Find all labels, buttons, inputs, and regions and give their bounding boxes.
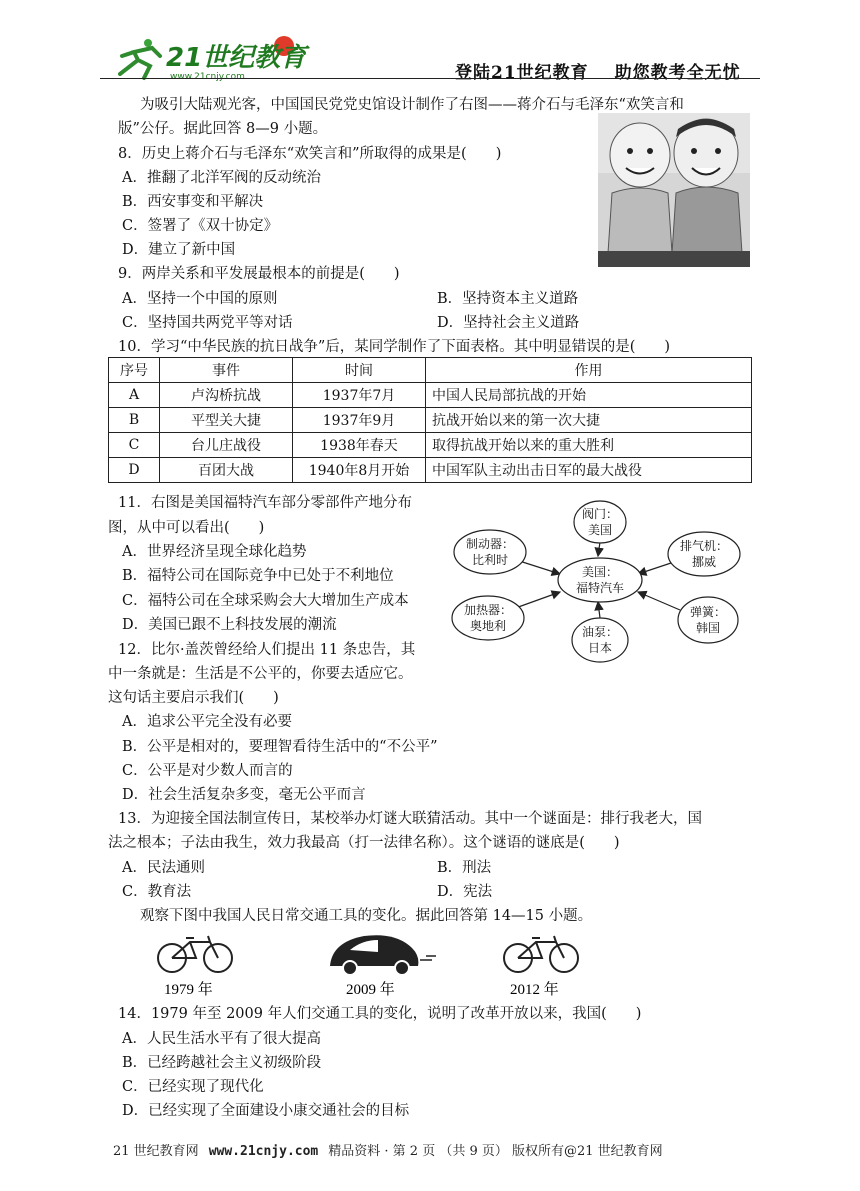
node-label: 阀门： <box>581 507 619 521</box>
ford-parts-diagram <box>448 496 760 666</box>
q12-option-c: C．公平是对少数人而言的 <box>122 763 293 779</box>
node-label: 奥地利 <box>469 619 507 633</box>
q12-stem-line3: 这句话主要启示我们( ) <box>108 690 279 706</box>
table-row <box>109 408 752 433</box>
runner-icon <box>120 39 160 78</box>
table-header-cell: 序号 <box>109 358 160 383</box>
node-label: 挪威 <box>691 555 717 569</box>
table-cell: 中国军队主动出击日军的最大战役 <box>426 458 752 483</box>
q9-option-c: C．坚持国共两党平等对话 <box>122 315 293 331</box>
node-label: 弹簧： <box>689 605 727 619</box>
table-cell: D <box>109 458 160 483</box>
q13-stem-line2: 法之根本；子法由我生，效力我最高（打一法律名称）。这个谜语的谜底是( ) <box>108 835 620 851</box>
table-header-cell: 事件 <box>160 358 293 383</box>
table-row <box>109 458 752 483</box>
bicycle-icon <box>158 936 232 972</box>
q14-option-b: B．已经跨越社会主义初级阶段 <box>122 1055 322 1071</box>
header-slogan <box>455 58 741 83</box>
q14-option-a: A．人民生活水平有了很大提高 <box>122 1031 321 1047</box>
table-row <box>109 383 752 408</box>
node-label: 美国 <box>587 523 613 537</box>
page-footer <box>113 1140 663 1159</box>
transport-vehicles <box>150 926 590 1000</box>
slogan-left: 登陆21世纪教育 <box>455 63 589 83</box>
node-label: 加热器： <box>463 603 513 617</box>
year-label: 2009 年 <box>346 982 395 998</box>
q13-stem-line1: 13．为迎接全国法制宣传日，某校举办灯谜大联猜活动。其中一个谜面是：排行我老大，国 <box>118 811 702 827</box>
node-label: 福特汽车 <box>575 581 625 595</box>
node-label: 油泵： <box>581 625 619 639</box>
bicycle-icon <box>504 936 578 972</box>
q12-stem-line1: 12．比尔·盖茨曾经给人们提出 11 条忠告，其 <box>118 642 416 658</box>
diagram-node-spring <box>678 597 738 643</box>
diagram-arrow <box>638 592 680 610</box>
diagram-arrow <box>598 542 600 556</box>
node-label: 排气机： <box>679 539 729 553</box>
intro-8-9-line1: 为吸引大陆观光客，中国国民党党史馆设计制作了右图——蒋介石与毛泽东“欢笑言和 <box>140 97 684 113</box>
q12-option-b: B．公平是相对的，要理智看待生活中的“不公平” <box>122 739 438 755</box>
node-label: 制动器： <box>465 537 515 551</box>
table-cell: 取得抗战开始以来的重大胜利 <box>426 433 752 458</box>
q12-option-a: A．追求公平完全没有必要 <box>122 714 292 730</box>
table-cell: 中国人民局部抗战的开始 <box>426 383 752 408</box>
slogan-right: 助您教考全无忧 <box>614 63 741 83</box>
intro-8-9-line2: 版”公仔。据此回答 8—9 小题。 <box>118 121 328 137</box>
q13-option-a: A．民法通则 <box>122 860 205 876</box>
year-label: 2012 年 <box>510 982 559 998</box>
table-header-cell: 时间 <box>293 358 426 383</box>
footer-right: 精品资料 · 第 2 页 （共 9 页） 版权所有@21 世纪教育网 <box>328 1144 663 1159</box>
site-logo <box>108 34 318 82</box>
year-label: 1979 年 <box>164 982 213 998</box>
q14-stem: 14．1979 年至 2009 年人们交通工具的变化，说明了改革开放以来，我国( ) <box>118 1006 642 1022</box>
q8-option-c: C．签署了《双十协定》 <box>122 218 279 234</box>
q8-option-d: D．建立了新中国 <box>122 242 236 258</box>
logo-url: www.21cnjy.com <box>170 72 245 82</box>
table-cell: 1938年春天 <box>293 433 426 458</box>
q9-option-b: B．坚持资本主义道路 <box>437 291 579 307</box>
q8-option-b: B．西安事变和平解决 <box>122 194 264 210</box>
q11-option-a: A．世界经济呈现全球化趋势 <box>122 544 307 560</box>
diagram-arrow <box>598 602 600 618</box>
q8-option-a: A．推翻了北洋军阀的反动统治 <box>122 170 321 186</box>
q11-option-b: B．福特公司在国际竞争中已处于不利地位 <box>122 568 394 584</box>
q8-stem: 8．历史上蒋介石与毛泽东“欢笑言和”所取得的成果是( ) <box>118 146 502 162</box>
q10-stem: 10．学习“中华民族的抗日战争”后，某同学制作了下面表格。其中明显错误的是( ) <box>118 339 671 355</box>
figurine-photo <box>598 113 750 267</box>
q9-option-a: A．坚持一个中国的原则 <box>122 291 278 307</box>
q11-option-d: D．美国已跟不上科技发展的潮流 <box>122 617 337 633</box>
q14-option-c: C．已经实现了现代化 <box>122 1079 264 1095</box>
q9-stem: 9．两岸关系和平发展最根本的前提是( ) <box>118 266 400 282</box>
table-cell: C <box>109 433 160 458</box>
table-cell: 1940年8月开始 <box>293 458 426 483</box>
logo-text: 21世纪教育 <box>166 43 307 73</box>
footer-url[interactable]: www.21cnjy.com <box>208 1144 319 1159</box>
q13-option-b: B．刑法 <box>437 860 492 876</box>
node-label: 美国： <box>581 565 619 579</box>
car-icon <box>330 935 436 975</box>
q12-option-d: D．社会生活复杂多变，毫无公平而言 <box>122 787 366 803</box>
table-header-row <box>109 358 752 383</box>
table-cell: 卢沟桥抗战 <box>160 383 293 408</box>
table-header-cell: 作用 <box>426 358 752 383</box>
node-label: 比利时 <box>471 553 509 567</box>
node-label: 日本 <box>587 641 613 655</box>
q13-option-c: C．教育法 <box>122 884 192 900</box>
table-cell: B <box>109 408 160 433</box>
table-cell: A <box>109 383 160 408</box>
intro-14-15: 观察下图中我国人民日常交通工具的变化。据此回答第 14—15 小题。 <box>140 908 593 924</box>
header-divider <box>100 78 760 79</box>
q14-option-d: D．已经实现了全面建设小康交通社会的目标 <box>122 1103 410 1119</box>
table-cell: 1937年9月 <box>293 408 426 433</box>
q9-option-d: D．坚持社会主义道路 <box>437 315 580 331</box>
q10-table <box>108 357 752 483</box>
q11-stem-line2: 图，从中可以看出( ) <box>108 520 265 536</box>
table-cell: 百团大战 <box>160 458 293 483</box>
table-cell: 1937年7月 <box>293 383 426 408</box>
table-cell: 台儿庄战役 <box>160 433 293 458</box>
node-label: 韩国 <box>695 621 721 635</box>
q11-option-c: C．福特公司在全球采购会大大增加生产成本 <box>122 593 409 609</box>
table-cell: 平型关大捷 <box>160 408 293 433</box>
footer-left: 21 世纪教育网 <box>113 1144 199 1159</box>
table-row <box>109 433 752 458</box>
q11-stem-line1: 11．右图是美国福特汽车部分零部件产地分布 <box>118 495 412 511</box>
table-cell: 抗战开始以来的第一次大捷 <box>426 408 752 433</box>
q12-stem-line2: 中一条就是：生活是不公平的，你要去适应它。 <box>108 666 413 682</box>
q13-option-d: D．宪法 <box>437 884 493 900</box>
